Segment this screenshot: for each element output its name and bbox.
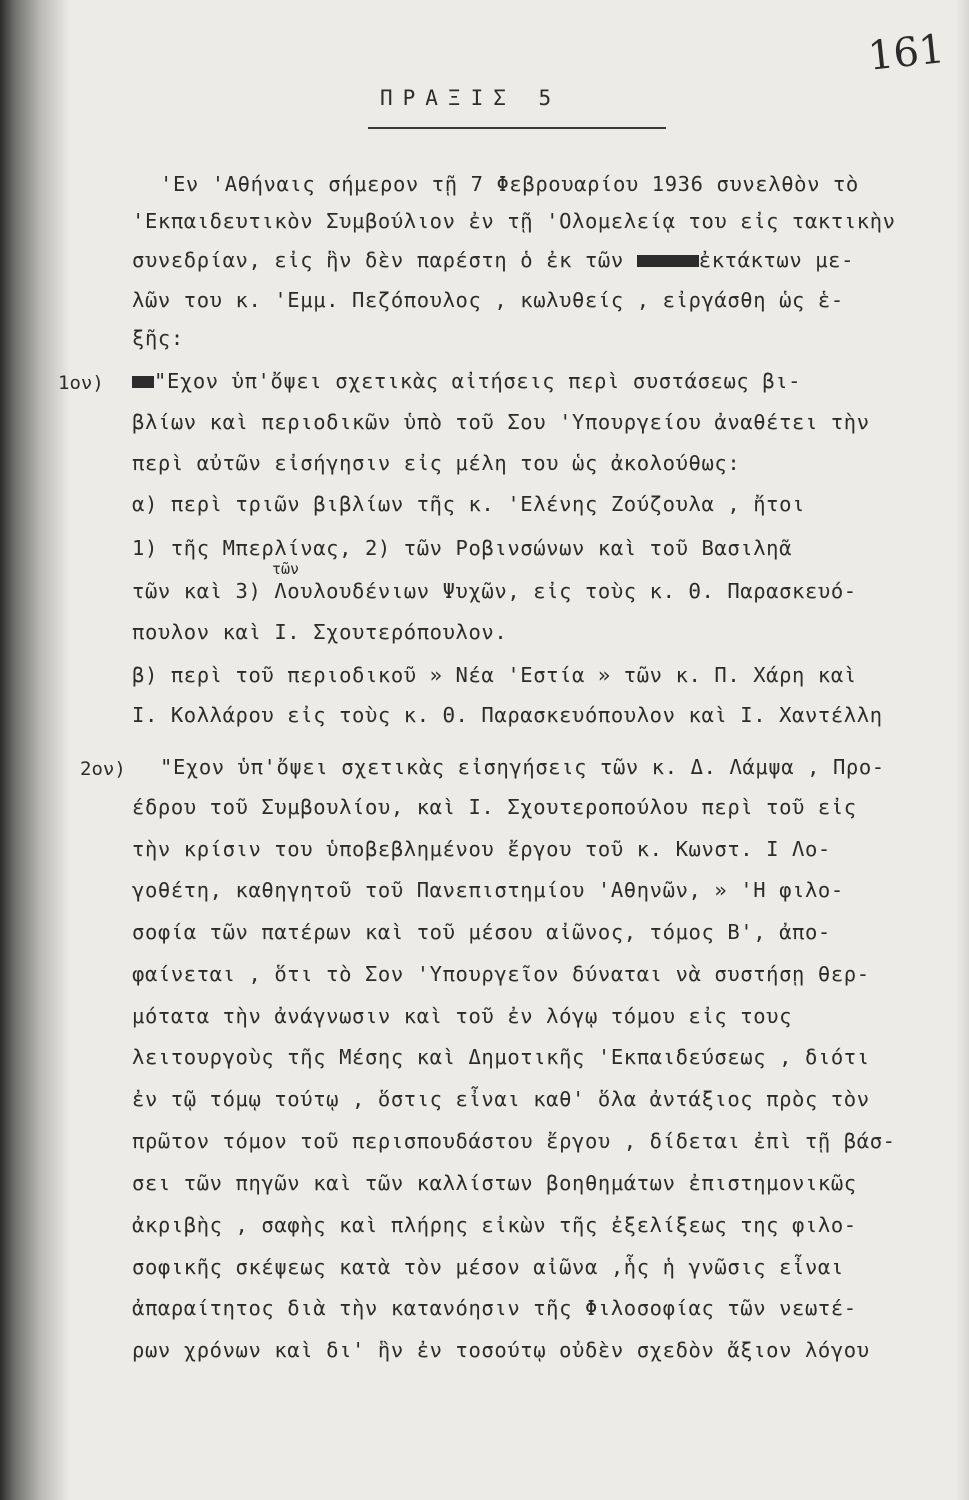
text-line: σοφία τῶν πατέρων καὶ τοῦ μέσου αἰῶνος, τόμος Β', ἀπο- [132,920,831,944]
document-title: ΠΡΑΞΙΣ 5 [380,86,562,110]
text-line: β) περὶ τοῦ περιοδικοῦ » Νέα 'Εστία » τῶν κ. Π. Χάρη καὶ [132,663,857,687]
scan-page-edge [955,0,969,1500]
text-line: "Εχον ὑπ'ὄψει σχετικὰς εἰσηγήσεις τῶν κ. Δ. Λάμψα , Προ- [160,755,885,779]
text-line: "Εχον ὑπ'ὄψει σχετικὰς αἰτήσεις περὶ συστάσεως βι- [132,369,801,393]
text-line: 'Εν 'Αθήναις σήμερον τῇ 7 Φεβρουαρίου 1936 συνελθὸν τὸ [160,172,859,196]
item-number-2: 2ον) [80,758,126,780]
text-line: βλίων καὶ περιοδικῶν ὑπὸ τοῦ Σου 'Υπουργείου ἀναθέτει τὴν [132,410,870,434]
text-line: φαίνεται , ὅτι τὸ Σον 'Υπουργεῖον δύναται νὰ συστήσῃ θερ- [132,962,870,986]
text-line: ρων χρόνων καὶ δι' ἣν ἐν τοσούτῳ οὐδὲν σχεδὸν ἄξιον λόγου [132,1338,870,1362]
text-line: ἀπαραίτητος διὰ τὴν κατανόησιν τῆς Φιλοσοφίας τῶν νεωτέ- [132,1296,857,1320]
text-line: έδρου τοῦ Συμβουλίου, καὶ Ι. Σχουτεροπούλου περὶ τοῦ εἰς [132,795,857,819]
text-line: πρῶτον τόμον τοῦ περισπουδάστου ἔργου , δίδεται ἐπὶ τῇ βάσ- [132,1129,896,1153]
text-line: ἀκριβὴς , σαφὴς καὶ πλήρης εἰκὼν τῆς ἐξελίξεως της φιλο- [132,1213,857,1237]
text-line: ἐν τῷ τόμῳ τούτῳ , ὅστις εἶναι καθ' ὅλα ἀντάξιος πρὸς τὸν [132,1087,870,1111]
text-line: πουλον καὶ Ι. Σχουτερόπουλον. [132,620,508,644]
handwritten-page-number: 161 [865,26,947,80]
text-line: 'Εκπαιδευτικὸν Συμβούλιον ἐν τῇ 'Ολομελείᾳ του εἰς τακτικὴν [132,209,896,233]
scan-binding-shadow [0,0,70,1500]
text-line: σει τῶν πηγῶν καὶ τῶν καλλίστων βοηθημάτων ἐπιστημονικῶς [132,1171,857,1195]
text-line: Ι. Κολλάρου εἰς τοὺς κ. Θ. Παρασκευόπουλον καὶ Ι. Χαντέλλη [132,703,883,727]
text-line: τῶν καὶ 3) Λουλουδένιων Ψυχῶν, εἰς τοὺς κ. Θ. Παρασκευό- [132,579,857,603]
redaction-scribble [637,255,699,267]
text-line: σοφικῆς σκέψεως κατὰ τὸν μέσον αἰῶνα ,ἧς ἡ γνῶσις εἶναι [132,1255,844,1279]
text-line: συνεδρίαν, εἰς ἣν δὲν παρέστη ὁ ἐκ τῶν ἐκτάκτων με- [132,248,855,272]
text-line: γοθέτη, καθηγητοῦ τοῦ Πανεπιστημίου 'Αθηνῶν, » 'Η φιλο- [132,878,844,902]
text-line: α) περὶ τριῶν βιβλίων τῆς κ. 'Ελένης Ζούζουλα , ἤτοι [132,492,805,516]
strikethrough-scribble [132,376,154,388]
title-underline [368,127,666,129]
text-line: ξῆς: [132,326,184,350]
text-line: λῶν του κ. 'Εμμ. Πεζόπουλος , κωλυθείς , εἰργάσθη ὡς ἑ- [132,288,844,312]
text-line: λειτουργοὺς τῆς Μέσης καὶ Δημοτικῆς 'Εκπαιδεύσεως , διότι [132,1045,870,1069]
text-line: μότατα τὴν ἀνάγνωσιν καὶ τοῦ ἐν λόγῳ τόμου εἰς τους [132,1004,793,1028]
text-line: 1) τῆς Μπερλίνας, 2) τῶν Ροβινσώνων καὶ τοῦ Βασιληᾶ [132,536,793,560]
text-line: περὶ αὐτῶν εἰσήγησιν εἰς μέλη του ὡς ἀκολούθως: [132,451,741,475]
item-number-1: 1ον) [58,372,104,394]
text-line: τὴν κρίσιν του ὑποβεβλημένου ἔργου τοῦ κ. Κωνστ. Ι Λο- [132,837,831,861]
interlinear-insertion: τῶν [272,560,300,578]
